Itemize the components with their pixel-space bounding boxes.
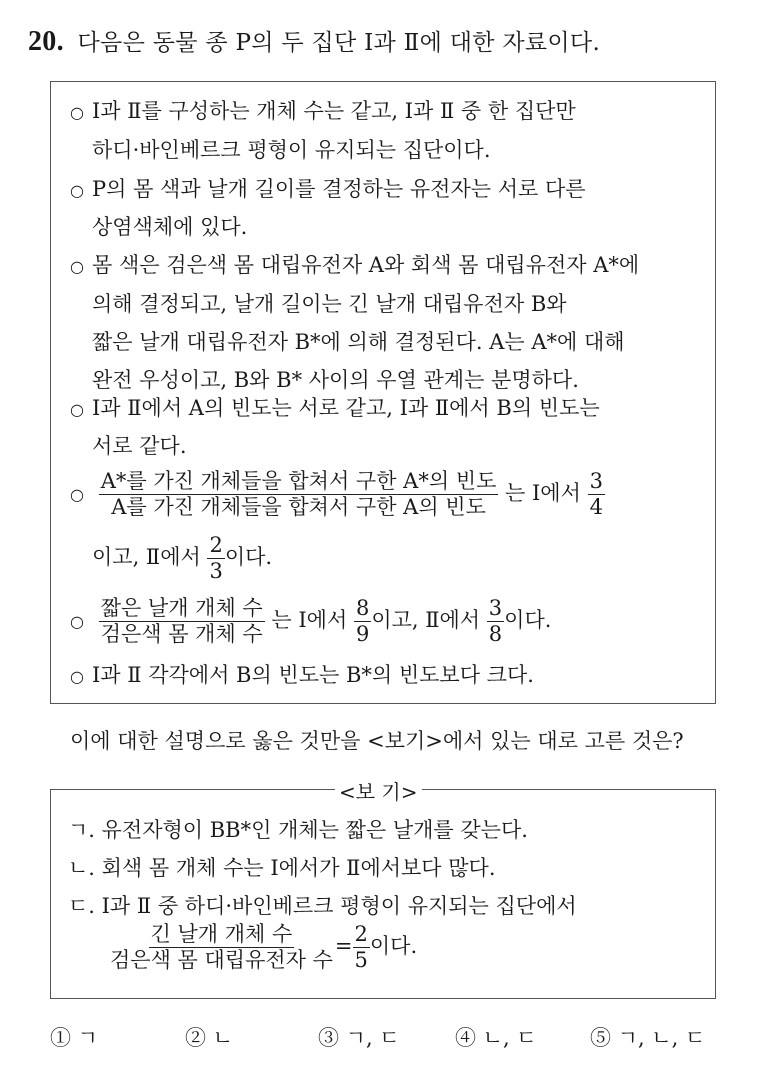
- fraction-value-1: [354, 597, 371, 646]
- fraction-numerator: 짧은 날개 개체 수: [99, 597, 265, 622]
- fraction-denominator: 9: [355, 622, 370, 647]
- fraction-denominator: 8: [488, 622, 503, 647]
- data-item-2: [70, 174, 586, 206]
- item-text: Ⅰ과 Ⅱ 각각에서 B의 빈도는 B*의 빈도보다 크다.: [92, 663, 534, 687]
- item-text: 이고, Ⅱ에서: [371, 608, 481, 633]
- item-text: 는 Ⅰ에서: [505, 481, 581, 506]
- fraction-numerator: 2: [207, 534, 224, 559]
- long-wing-ratio-fraction: [108, 923, 335, 972]
- data-item-7: [70, 660, 534, 692]
- bogi-option-c-formula: [108, 923, 417, 972]
- data-item-5-cont: [92, 534, 272, 583]
- fraction-numerator: 8: [354, 597, 371, 622]
- bullet-icon: ○: [70, 400, 84, 419]
- answer-choice-2[interactable]: ② ㄴ: [185, 1026, 233, 1050]
- item-text: Ⅰ과 Ⅱ에서 A의 빈도는 서로 같고, Ⅰ과 Ⅱ에서 B의 빈도는: [92, 396, 600, 420]
- bogi-option-b: ㄴ. 회색 몸 개체 수는 Ⅰ에서가 Ⅱ에서보다 많다.: [68, 856, 496, 880]
- fraction-numerator: 3: [588, 470, 605, 495]
- bullet-icon: ○: [70, 485, 84, 505]
- fraction-numerator: A*를 가진 개체들을 합쳐서 구한 A*의 빈도: [99, 470, 499, 495]
- bogi-option-a: ㄱ. 유전자형이 BB*인 개체는 짧은 날개를 갖는다.: [68, 818, 528, 842]
- equals-sign: =: [334, 934, 353, 959]
- allele-frequency-ratio-fraction: [99, 470, 499, 519]
- fraction-value-1: [588, 470, 605, 519]
- fraction-denominator: A를 가진 개체들을 합쳐서 구한 A의 빈도: [111, 495, 486, 520]
- question-header: [28, 24, 600, 58]
- item-text: Ⅰ과 Ⅱ를 구성하는 개체 수는 같고, Ⅰ과 Ⅱ 중 한 집단만: [92, 99, 576, 123]
- bullet-icon: ○: [70, 181, 84, 200]
- fraction-numerator: 2: [353, 923, 370, 948]
- wing-body-ratio-fraction: [99, 597, 265, 646]
- bogi-label: <보 기>: [335, 776, 422, 805]
- fraction-denominator: 검은색 몸 대립유전자 수: [110, 948, 333, 973]
- fraction-numerator: 긴 날개 개체 수: [149, 923, 295, 948]
- item-text: 이고, Ⅱ에서: [92, 545, 201, 570]
- data-item-3-cont3: 완전 우성이고, B와 B* 사이의 우열 관계는 분명하다.: [92, 368, 579, 392]
- question-number: 20.: [28, 26, 64, 57]
- data-item-5: [70, 470, 605, 519]
- answer-choice-4[interactable]: ④ ㄴ, ㄷ: [455, 1026, 537, 1050]
- fraction-denominator: 검은색 몸 개체 수: [100, 622, 263, 647]
- fraction-value-2: [207, 534, 224, 583]
- answer-choice-3[interactable]: ③ ㄱ, ㄷ: [318, 1026, 400, 1050]
- question-prompt: 이에 대한 설명으로 옳은 것만을 <보기>에서 있는 대로 고른 것은?: [70, 729, 684, 753]
- bogi-option-c: ㄷ. Ⅰ과 Ⅱ 중 하디·바인베르크 평형이 유지되는 집단에서: [68, 894, 577, 918]
- bullet-icon: ○: [70, 103, 84, 122]
- item-text: 이다.: [504, 608, 552, 633]
- fraction-denominator: 3: [209, 559, 223, 584]
- answer-choice-1[interactable]: ① ㄱ: [50, 1026, 98, 1050]
- bullet-icon: ○: [70, 667, 84, 686]
- question-title: 다음은 동물 종 P의 두 집단 Ⅰ과 Ⅱ에 대한 자료이다.: [77, 30, 601, 56]
- answer-choice-5[interactable]: ⑤ ㄱ, ㄴ, ㄷ: [590, 1026, 706, 1050]
- fraction-value: [353, 923, 370, 972]
- data-item-3: [70, 250, 639, 282]
- data-item-4-cont: 서로 같다.: [92, 434, 187, 458]
- fraction-value-2: [487, 597, 504, 646]
- fraction-denominator: 4: [589, 495, 603, 520]
- fraction-denominator: 5: [354, 948, 368, 973]
- data-item-3-cont1: 의해 결정되고, 날개 길이는 긴 날개 대립유전자 B와: [92, 292, 567, 316]
- fraction-numerator: 3: [487, 597, 504, 622]
- data-item-1: [70, 96, 576, 128]
- bullet-icon: ○: [70, 257, 84, 276]
- item-text: P의 몸 색과 날개 길이를 결정하는 유전자는 서로 다른: [92, 177, 586, 201]
- data-item-2-cont: 상염색체에 있다.: [92, 215, 248, 239]
- data-item-4: [70, 393, 600, 425]
- item-text: 이다.: [369, 934, 418, 959]
- data-item-1-cont: 하디·바인베르크 평형이 유지되는 집단이다.: [92, 138, 491, 162]
- bullet-icon: ○: [70, 612, 84, 632]
- item-text: 이다.: [224, 545, 273, 570]
- item-text: 는 Ⅰ에서: [271, 608, 348, 633]
- data-item-3-cont2: 짧은 날개 대립유전자 B*에 의해 결정된다. A는 A*에 대해: [92, 330, 625, 354]
- item-text: 몸 색은 검은색 몸 대립유전자 A와 회색 몸 대립유전자 A*에: [92, 253, 640, 277]
- data-item-6: [70, 597, 551, 646]
